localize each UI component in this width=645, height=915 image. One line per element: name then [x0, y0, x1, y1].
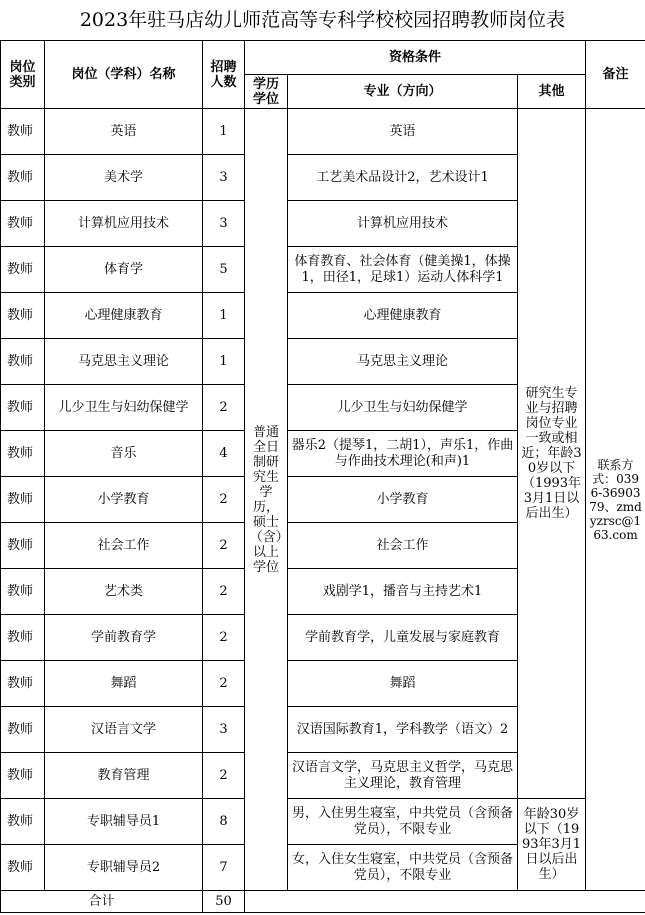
total-row	[1, 891, 645, 913]
cell-position: 教育管理	[45, 753, 203, 799]
cell-position: 心理健康教育	[45, 293, 203, 339]
cell-position: 音乐	[45, 431, 203, 477]
cell-count: 4	[203, 431, 245, 477]
cell-major: 汉语国际教育1，学科教学（语文）2	[288, 707, 518, 753]
cell-position: 汉语言文学	[45, 707, 203, 753]
cell-position: 学前教育学	[45, 615, 203, 661]
cell-position: 社会工作	[45, 523, 203, 569]
cell-position: 马克思主义理论	[45, 339, 203, 385]
cell-count: 2	[203, 753, 245, 799]
cell-count: 1	[203, 339, 245, 385]
table-row	[1, 109, 645, 155]
cell-other-teachers: 研究生专业与招聘岗位专业一致或相近；年龄30岁以下（1993年3月1日以后出生）	[518, 109, 586, 799]
cell-major: 学前教育学，儿童发展与家庭教育	[288, 615, 518, 661]
cell-major: 男，入住男生寝室，中共党员（含预备党员），不限专业	[288, 799, 518, 845]
cell-other-counselors: 年龄30岁以下（1993年3月1日以后出生）	[518, 799, 586, 891]
header-qualifications: 资格条件	[245, 41, 586, 75]
cell-count: 3	[203, 707, 245, 753]
cell-category: 教师	[1, 385, 45, 431]
cell-count: 2	[203, 661, 245, 707]
cell-category: 教师	[1, 293, 45, 339]
cell-category: 教师	[1, 523, 45, 569]
cell-position: 英语	[45, 109, 203, 155]
cell-category: 教师	[1, 753, 45, 799]
cell-major: 心理健康教育	[288, 293, 518, 339]
total-empty	[245, 891, 645, 913]
cell-count: 2	[203, 569, 245, 615]
cell-category: 教师	[1, 201, 45, 247]
cell-major: 小学教育	[288, 477, 518, 523]
cell-major: 马克思主义理论	[288, 339, 518, 385]
cell-remarks: 联系方式：0396-3690379、zmdyzrsc@163.com	[586, 109, 645, 891]
cell-position: 体育学	[45, 247, 203, 293]
cell-major: 器乐2（提琴1，二胡1），声乐1，作曲与作曲技术理论(和声)1	[288, 431, 518, 477]
cell-count: 1	[203, 293, 245, 339]
cell-category: 教师	[1, 109, 45, 155]
cell-category: 教师	[1, 431, 45, 477]
header-remarks: 备注	[586, 41, 645, 109]
cell-count: 5	[203, 247, 245, 293]
cell-category: 教师	[1, 569, 45, 615]
cell-count: 1	[203, 109, 245, 155]
cell-count: 7	[203, 845, 245, 891]
cell-position: 美术学	[45, 155, 203, 201]
cell-position: 儿少卫生与妇幼保健学	[45, 385, 203, 431]
cell-position: 专职辅导员1	[45, 799, 203, 845]
cell-category: 教师	[1, 339, 45, 385]
header-education: 学历学位	[245, 75, 288, 109]
cell-count: 2	[203, 523, 245, 569]
cell-count: 2	[203, 615, 245, 661]
cell-major: 戏剧学1，播音与主持艺术1	[288, 569, 518, 615]
total-count: 50	[203, 891, 245, 913]
cell-count: 8	[203, 799, 245, 845]
cell-major: 社会工作	[288, 523, 518, 569]
header-major: 专业（方向）	[288, 75, 518, 109]
cell-category: 教师	[1, 615, 45, 661]
header-count: 招聘人数	[203, 41, 245, 109]
cell-position: 舞蹈	[45, 661, 203, 707]
cell-category: 教师	[1, 845, 45, 891]
cell-position: 小学教育	[45, 477, 203, 523]
cell-major: 英语	[288, 109, 518, 155]
cell-category: 教师	[1, 247, 45, 293]
cell-major: 儿少卫生与妇幼保健学	[288, 385, 518, 431]
cell-count: 3	[203, 155, 245, 201]
table-row	[1, 799, 645, 845]
cell-major: 女，入住女生寝室，中共党员（含预备党员），不限专业	[288, 845, 518, 891]
recruitment-table	[0, 40, 645, 913]
cell-count: 3	[203, 201, 245, 247]
cell-position: 艺术类	[45, 569, 203, 615]
total-label: 合计	[1, 891, 203, 913]
cell-category: 教师	[1, 661, 45, 707]
cell-major: 舞蹈	[288, 661, 518, 707]
cell-major: 汉语言文学，马克思主义哲学，马克思主义理论，教育管理	[288, 753, 518, 799]
cell-category: 教师	[1, 707, 45, 753]
header-category: 岗位类别	[1, 41, 45, 109]
cell-major: 体育教育、社会体育（健美操1，体操1，田径1，足球1）运动人体科学1	[288, 247, 518, 293]
cell-category: 教师	[1, 477, 45, 523]
cell-major: 计算机应用技术	[288, 201, 518, 247]
page-title: 2023年驻马店幼儿师范高等专科学校校园招聘教师岗位表	[79, 9, 566, 31]
cell-major: 工艺美术品设计2，艺术设计1	[288, 155, 518, 201]
cell-count: 2	[203, 385, 245, 431]
cell-category: 教师	[1, 155, 45, 201]
header-position: 岗位（学科）名称	[45, 41, 203, 109]
table-body	[1, 109, 645, 913]
header-other: 其他	[518, 75, 586, 109]
cell-count: 2	[203, 477, 245, 523]
cell-category: 教师	[1, 799, 45, 845]
cell-position: 计算机应用技术	[45, 201, 203, 247]
cell-position: 专职辅导员2	[45, 845, 203, 891]
cell-education: 普通全日制研究生学历，硕士（含）以上学位	[245, 109, 288, 891]
